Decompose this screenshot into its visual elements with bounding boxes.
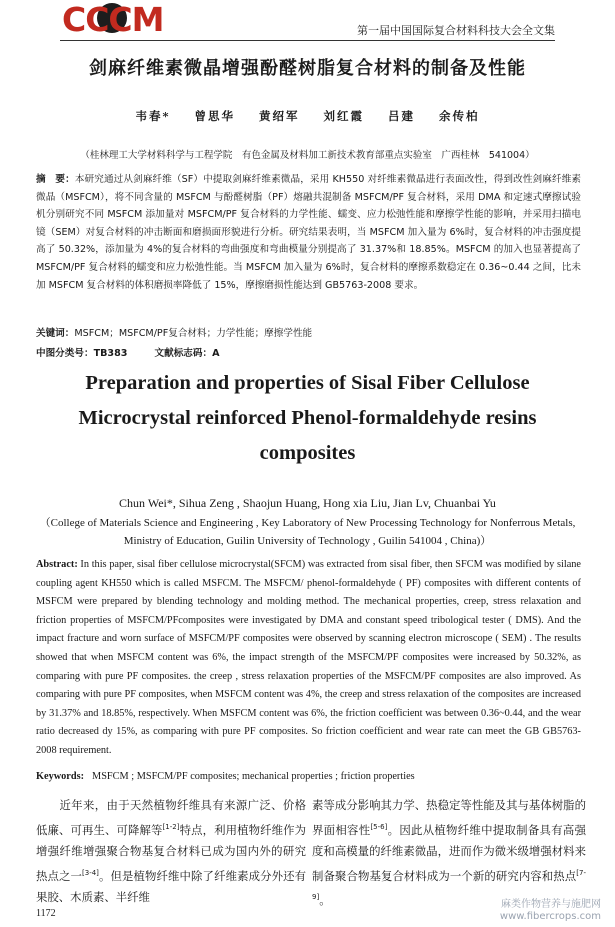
abstract-en-label: Abstract: xyxy=(36,559,78,570)
author-cn: 曾思华 xyxy=(194,109,235,123)
affiliation-cn: （桂林理工大学材料科学与工程学院 有色金属及材料加工新技术教育部重点实验室 广西桂林 541004） xyxy=(80,150,535,161)
keywords-cn-label: 关键词： xyxy=(36,328,75,339)
paper-title-en: Preparation and properties of Sisal Fiber Cellulose Microcrystal reinforced Phenol-formaldehyde resins composites xyxy=(78,372,537,464)
citation: [3-4] xyxy=(82,868,99,877)
body-column-right xyxy=(312,795,586,911)
watermark-line1: 麻类作物营养与施肥网 xyxy=(501,899,601,910)
doc-code xyxy=(155,348,220,359)
author-cn: 刘红霞 xyxy=(323,109,365,123)
author-cn: 余传柏 xyxy=(439,109,480,123)
logo-text: CCCM xyxy=(62,0,164,39)
body-text: 素等成分影响其力学、热稳定等性能及其与基体树脂的界面相容性 xyxy=(312,798,586,837)
keywords-cn xyxy=(36,325,312,339)
affiliation-en: （College of Materials Science and Engineering , Key Laboratory of New Processing Technology for Nonferrous Metals, Ministry of Education, Guilin University of Technology , Guilin 541004 , China)） xyxy=(39,517,576,547)
body-column-left xyxy=(36,795,306,909)
author-cn: 吕建 xyxy=(388,109,416,123)
abstract-cn-label: 摘 要： xyxy=(36,174,75,185)
doc-label: 文献标志码： xyxy=(154,348,213,359)
body-text: 。但是植物纤维中除了纤维素成分外还有果胶、木质素、半纤维 xyxy=(36,868,306,904)
doc-value: A xyxy=(212,348,220,359)
watermark xyxy=(500,899,601,923)
header-divider xyxy=(60,40,555,41)
citation: [5-6] xyxy=(370,822,388,831)
conference-title: 第一届中国国际复合材料科技大会全文集 xyxy=(357,24,555,37)
keywords-en-label: Keywords: xyxy=(36,771,85,782)
citation: [1-2] xyxy=(162,822,180,831)
abstract-en-text: In this paper, sisal fiber cellulose microcrystal(SFCM) was extracted from sisal fiber, then SFCM was modified by silane coupling agent KH550 which is called MSFCM. The MSFCM/ phenol-formaldehyde ( PF) composites with different contents of MSFCM were prepared by blending technology and molding method. The mechanical properties, creep, stress relaxation and friction properties of MSFCM/PFcomposites were investigated by DMA and constant speed tribological tester ( DMS). And the impact fracture and worn surface of MSFCM/PF composites were observed by scanning electron microscope ( SEM) . The results showed that when MSFCM content was 6%, the impact strength of the MSFCM/PF composites were increased by 50.32%, as comparing with pure PF composites. the creep , stress relaxation properties of the MSFCM/PF composites are also improved. As comparing with pure PF composites, when MSFCM content was 4%, the creep and stress relaxation of the composites are increased by 31.37% and 18.85%, respectively. When MSFCM content was 6%, the friction coefficient was between 0.36~0.44, and the wear ratio decreased dy 15%, as comparing with pure PF composites. So friction coefficient and wear rate can meet the GB GB5763-2008 requirement. xyxy=(36,559,581,756)
author-cn: 韦春* xyxy=(135,109,171,123)
body-text: 特点，利用植物纤维作为增强纤维增强聚合物基复合材料已成为国内外的研究热点之一 xyxy=(36,822,306,883)
abstract-cn-text: 本研究通过从剑麻纤维（SF）中提取剑麻纤维素微晶，采用 KH550 对纤维素微晶进行表面改性，得到改性剑麻纤维素微晶（MSFCM），将不同含量的 MSFCM 与酚醛树脂（PF）熔融共混制备 MSFCM/PF 复合材料，采用 DMA 和定速式摩擦试验机分别研究不同 MSFCM 添加量对 MSFCM/PF 复合材料的力学性能、蠕变、应力松弛性能和摩擦学性能的影响，并采用扫描电镜（SEM）对复合材料的冲击断面和磨损面形貌进行分析。研究结果表明，当 MSFCM 加入量为 6%时，复合材料的冲击强度提高了 50.32%，添加量为 4%的复合材料的弯曲强度和弯曲模量分别提高了 31.37%和 18.85%。MSFCM 的加入也显著提高了 MSFCM/PF 复合材料的蠕变和应力松弛性能。当 MSFCM 加入量为 6%时，复合材料的摩擦系数稳定在 0.36~0.44 之间，比未加 MSFCM 复合材料的体积磨损率降低了 15%，摩擦磨损性能达到 GB5763-2008 要求。 xyxy=(36,174,581,291)
keywords-en-text: MSFCM ; MSFCM/PF composites; mechanical properties ; friction properties xyxy=(92,771,415,782)
citation: [7-9] xyxy=(312,868,586,901)
paper-title-cn: 剑麻纤维素微晶增强酚醛树脂复合材料的制备及性能 xyxy=(89,58,526,79)
authors-en: Chun Wei*, Sihua Zeng , Shaojun Huang, Hong xia Liu, Jian Lv, Chuanbai Yu xyxy=(119,496,496,510)
watermark-line2: www.fibercrops.com xyxy=(499,911,601,922)
keywords-en xyxy=(36,771,415,782)
authors-cn xyxy=(0,108,615,124)
page-number: 1172 xyxy=(36,908,56,919)
clc-value: TB383 xyxy=(93,348,128,359)
clc-code xyxy=(36,348,127,359)
body-text: 近年来，由于天然植物纤维具有来源广泛、价格低廉、可再生、可降解等 xyxy=(36,798,306,837)
keywords-cn-text: MSFCM；MSFCM/PF复合材料；力学性能；摩擦学性能 xyxy=(74,328,313,339)
clc-label: 中图分类号： xyxy=(36,348,94,359)
classification-cn xyxy=(36,345,244,359)
body-text: 。 xyxy=(319,892,331,907)
author-cn: 黄绍军 xyxy=(259,109,300,123)
abstract-cn xyxy=(36,171,581,294)
body-text: 。因此从植物纤维中提取制备具有高强度和高模量的纤维素微晶，进而作为微米级增强材料来制备聚合物基复合材料成为一个新的研究内容和热点 xyxy=(312,822,586,883)
abstract-en xyxy=(36,556,581,761)
